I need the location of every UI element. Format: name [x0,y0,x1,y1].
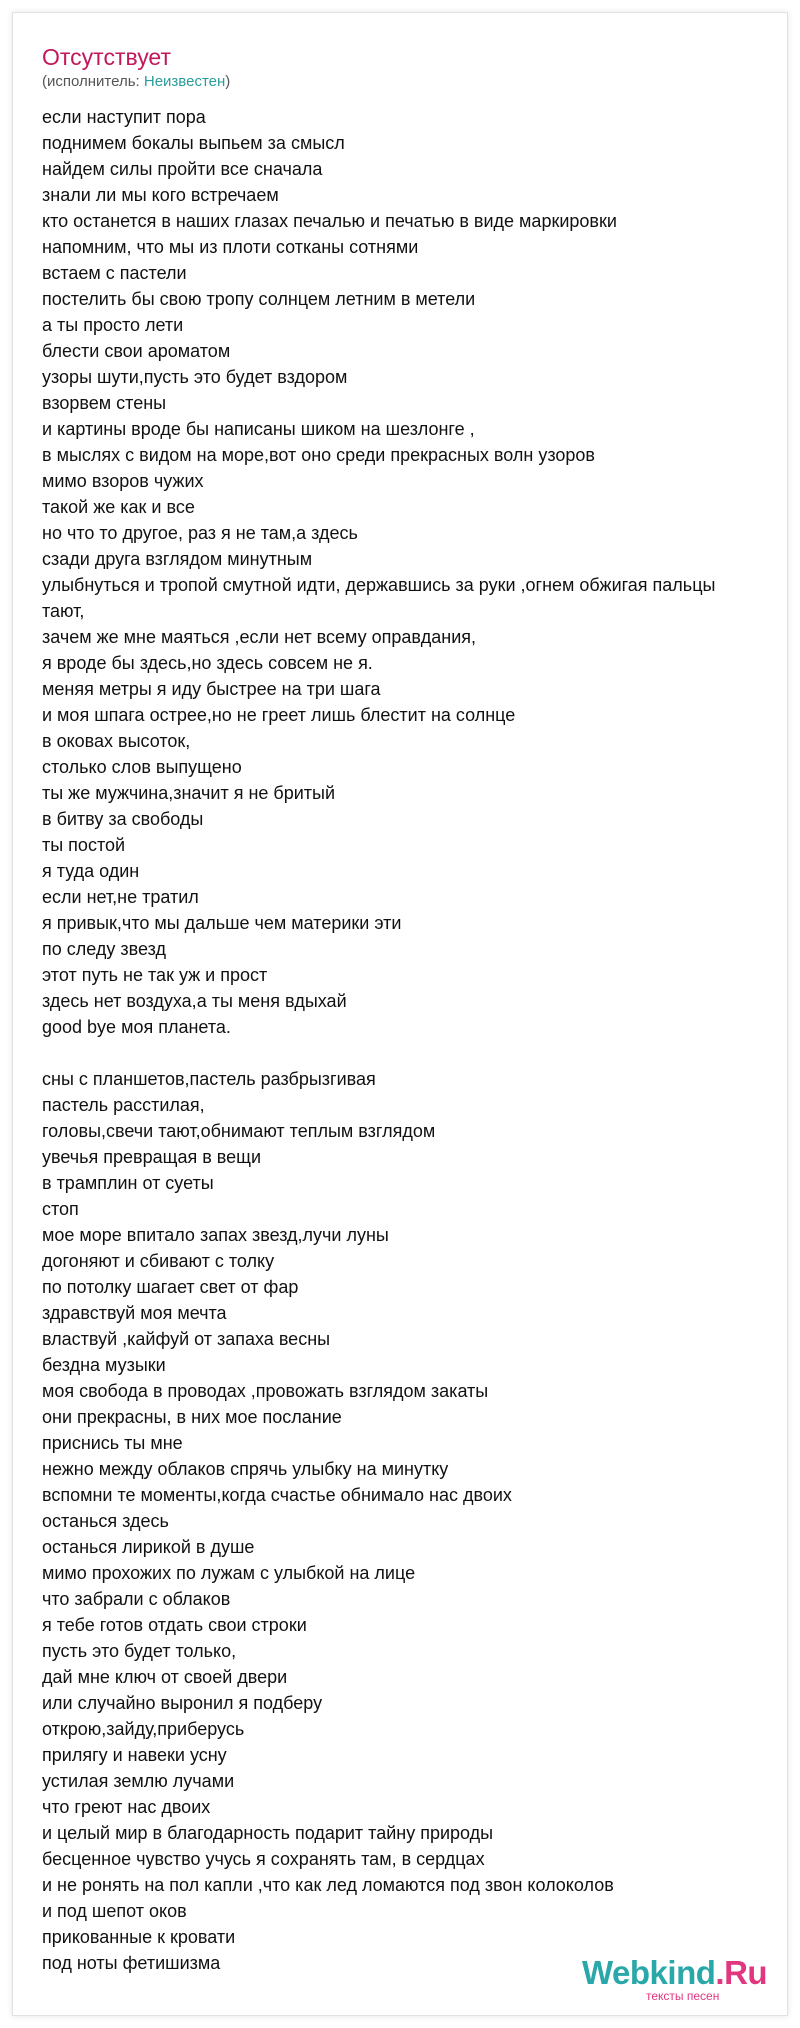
lyric-line: властвуй ,кайфуй от запаха весны [42,1329,331,1349]
lyric-line: я тебе готов отдать свои строки [42,1615,307,1635]
lyric-line: в оковах высоток, [42,731,191,751]
artist-suffix: ) [225,73,231,90]
lyric-line: и под шепот оков [42,1901,187,1921]
lyric-line: вспомни те моменты,когда счастье обнимало нас двоих [42,1485,512,1505]
lyric-line: по следу звезд [42,939,166,959]
logo-tld: .Ru [715,1954,768,1991]
lyric-line: я туда один [42,861,140,881]
lyric-line: стоп [42,1199,79,1219]
lyric-line: в мыслях с видом на море,вот оно среди прекрасных волн узоров [42,445,595,465]
lyric-line [42,1040,762,1066]
lyric-line: знали ли мы кого встречаем [42,185,279,205]
lyric-line: good bye моя планета. [42,1017,231,1037]
lyric-line: и картины вроде бы написаны шиком на шезлонге , [42,419,475,439]
lyric-line: пастель расстилая, [42,1095,205,1115]
lyric-line: открою,зайду,приберусь [42,1719,245,1739]
lyric-line: здравствуй моя мечта [42,1303,227,1323]
lyric-line: они прекрасны, в них мое послание [42,1407,342,1427]
lyric-line: постелить бы свою тропу солнцем летним в метели [42,289,476,309]
song-title: Отсутствует [42,44,171,70]
lyric-line: такой же как и все [42,497,195,517]
lyric-line: здесь нет воздуха,а ты меня вдыхай [42,991,347,1011]
lyric-line: под ноты фетишизма [42,1953,221,1973]
lyric-line: догоняют и сбивают с толку [42,1251,275,1271]
lyric-line: что забрали с облаков [42,1589,231,1609]
lyric-line: напомним, что мы из плоти сотканы сотнями [42,237,419,257]
lyric-line: но что то другое, раз я не там,а здесь [42,523,358,543]
lyric-line: кто останется в наших глазах печалью и печатью в виде маркировки [42,211,617,231]
lyric-line: если наступит пора [42,107,206,127]
logo-tagline: тексты песен [646,1989,720,2003]
lyric-line: взорвем стены [42,393,167,413]
lyric-line: прикованные к кровати [42,1927,236,1947]
lyric-line: прилягу и навеки усну [42,1745,227,1765]
lyric-line: мимо прохожих по лужам с улыбкой на лице [42,1563,416,1583]
lyric-line: ты же мужчина,значит я не бритый [42,783,336,803]
lyric-line: я вроде бы здесь,но здесь совсем не я. [42,653,373,673]
lyric-line: сны с планшетов,пастель разбрызгивая [42,1069,376,1089]
lyric-line: что греют нас двоих [42,1797,211,1817]
lyric-line: я привык,что мы дальше чем материки эти [42,913,402,933]
lyric-line: в трамплин от суеты [42,1173,214,1193]
lyric-line: останься лирикой в душе [42,1537,255,1557]
lyric-line: бездна музыки [42,1355,166,1375]
lyric-line: моя свобода в проводах ,провожать взглядом закаты [42,1381,489,1401]
site-logo[interactable] [582,1955,782,2005]
artist-prefix: (исполнитель: [42,73,144,90]
artist-link[interactable]: Неизвестен [143,73,226,90]
artist-line [42,72,230,92]
lyric-line: меняя метры я иду быстрее на три шага [42,679,381,699]
lyric-line: в битву за свободы [42,809,204,829]
logo-name: Webkind [582,1954,716,1991]
lyric-line: поднимем бокалы выпьем за смысл [42,133,345,153]
lyric-line: останься здесь [42,1511,169,1531]
lyric-line: приснись ты мне [42,1433,183,1453]
lyric-line: зачем же мне маяться ,если нет всему оправдания, [42,627,477,647]
lyric-line: головы,свечи тают,обнимают теплым взглядом [42,1121,436,1141]
lyric-line: а ты просто лети [42,315,184,335]
lyric-line: если нет,не тратил [42,887,199,907]
logo-wordmark [582,1955,767,1991]
lyric-line: или случайно выронил я подберу [42,1693,323,1713]
lyric-line: пусть это будет только, [42,1641,237,1661]
lyric-line: мимо взоров чужих [42,471,204,491]
lyric-line: устилая землю лучами [42,1771,235,1791]
lyric-line: и моя шпага острее,но не греет лишь блестит на солнце [42,705,516,725]
lyric-line: улыбнуться и тропой смутной идти, державшись за руки ,огнем обжигая пальцы тают, [42,575,716,621]
lyric-line: блести свои ароматом [42,341,231,361]
lyric-line: сзади друга взглядом минутным [42,549,313,569]
lyric-line: по потолку шагает свет от фар [42,1277,299,1297]
lyric-line: и целый мир в благодарность подарит тайну природы [42,1823,494,1843]
lyric-line: узоры шути,пусть это будет вздором [42,367,348,387]
lyric-line: этот путь не так уж и прост [42,965,268,985]
lyric-line: бесценное чувство учусь я сохранять там, в сердцах [42,1849,485,1869]
lyric-line: увечья превращая в вещи [42,1147,261,1167]
lyrics-text [42,104,762,1976]
lyric-line: найдем силы пройти все сначала [42,159,323,179]
lyric-line: встаем с пастели [42,263,187,283]
lyric-line: ты постой [42,835,126,855]
lyric-line: мое море впитало запах звезд,лучи луны [42,1225,389,1245]
lyric-line: и не ронять на пол капли ,что как лед ломаются под звон колоколов [42,1875,614,1895]
lyric-line: нежно между облаков спрячь улыбку на минутку [42,1459,449,1479]
lyric-line: дай мне ключ от своей двери [42,1667,288,1687]
lyric-line: столько слов выпущено [42,757,242,777]
